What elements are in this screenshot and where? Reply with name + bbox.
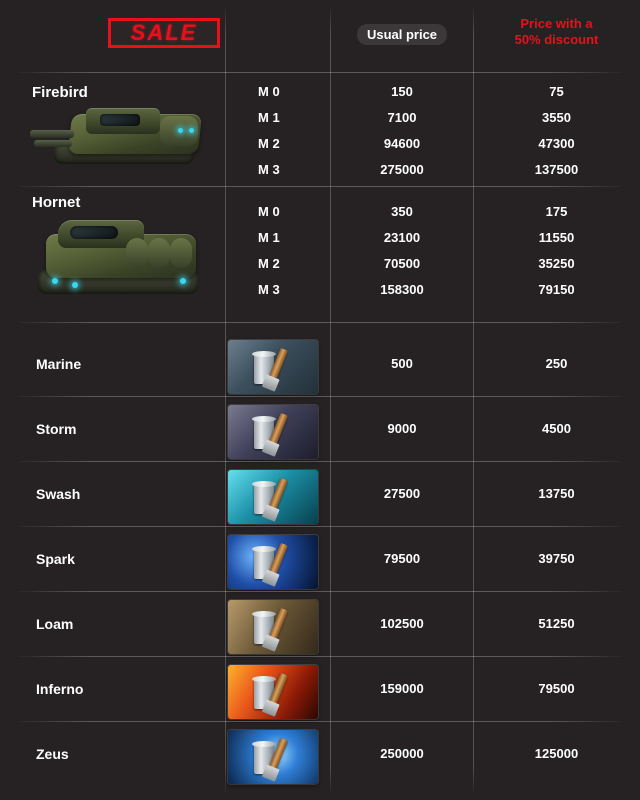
hornet-m2-discount: 35250 <box>538 256 575 271</box>
hornet-m0-usual: 350 <box>391 204 413 219</box>
hornet-m2-usual: 70500 <box>383 256 421 271</box>
firebird-m0-label: M 0 <box>258 84 280 99</box>
row-divider-inferno <box>18 721 622 722</box>
firebird-m2-discount: 47300 <box>538 136 575 151</box>
hornet-m3-usual: 158300 <box>380 282 424 297</box>
paint-discount-marine: 250 <box>545 356 568 371</box>
header-usual-price <box>332 24 472 45</box>
sale-label: SALE <box>130 20 198 45</box>
paint-name-spark: Spark <box>36 551 75 567</box>
paint-usual-storm: 9000 <box>387 421 417 436</box>
paint-swatch-storm <box>228 405 318 459</box>
paint-usual-loam: 102500 <box>380 616 424 631</box>
hornet-m1-discount: 11550 <box>538 230 575 245</box>
firebird-tank-image <box>28 98 206 176</box>
paint-swatch-loam <box>228 600 318 654</box>
paint-usual-inferno: 159000 <box>380 681 424 696</box>
firebird-m1-discount: 3550 <box>542 110 571 125</box>
hornet-m2-label: M 2 <box>258 256 280 271</box>
paint-usual-spark: 79500 <box>383 551 421 566</box>
turret-name-firebird: Firebird <box>32 84 88 101</box>
hornet-m0-discount: 175 <box>545 204 568 219</box>
paint-discount-swash: 13750 <box>538 486 575 501</box>
column-divider-2 <box>330 4 331 796</box>
paint-usual-marine: 500 <box>391 356 413 371</box>
firebird-m1-label: M 1 <box>258 110 280 125</box>
header-usual-price-label: Usual price <box>357 24 447 45</box>
row-divider-spark <box>18 591 622 592</box>
row-divider-swash <box>18 526 622 527</box>
firebird-m0-usual: 150 <box>391 84 413 99</box>
paint-name-marine: Marine <box>36 356 82 372</box>
header-discount-line1: Price with a <box>520 16 593 31</box>
hornet-m3-discount: 79150 <box>538 282 575 297</box>
hornet-m1-usual: 23100 <box>383 230 421 245</box>
hornet-m0-label: M 0 <box>258 204 280 219</box>
paint-swatch-spark <box>228 535 318 589</box>
paint-discount-spark: 39750 <box>538 551 575 566</box>
paint-name-swash: Swash <box>36 486 81 502</box>
table-header <box>0 0 640 72</box>
paint-discount-storm: 4500 <box>542 421 571 436</box>
row-divider-loam <box>18 656 622 657</box>
firebird-m2-usual: 94600 <box>383 136 421 151</box>
paint-discount-zeus: 125000 <box>534 746 579 761</box>
header-discount-price <box>475 16 638 48</box>
row-divider-marine <box>18 396 622 397</box>
hornet-m1-label: M 1 <box>258 230 280 245</box>
paint-name-zeus: Zeus <box>36 746 69 762</box>
column-divider-3 <box>473 4 474 796</box>
firebird-m1-usual: 7100 <box>387 110 417 125</box>
row-divider-storm <box>18 461 622 462</box>
paint-swatch-swash <box>228 470 318 524</box>
firebird-m0-discount: 75 <box>549 84 564 99</box>
paint-discount-loam: 51250 <box>538 616 575 631</box>
row-divider-header <box>18 72 622 73</box>
paint-name-inferno: Inferno <box>36 681 84 697</box>
paint-swatch-inferno <box>228 665 318 719</box>
column-divider-1 <box>225 4 226 796</box>
paint-name-loam: Loam <box>36 616 74 632</box>
paint-usual-zeus: 250000 <box>380 746 424 761</box>
paint-name-storm: Storm <box>36 421 77 437</box>
paint-swatch-marine <box>228 340 318 394</box>
paint-usual-swash: 27500 <box>383 486 421 501</box>
firebird-m2-label: M 2 <box>258 136 280 151</box>
sale-badge <box>108 18 220 48</box>
hornet-tank-image <box>30 208 210 314</box>
row-divider-hornet <box>18 322 622 323</box>
firebird-m3-label: M 3 <box>258 162 280 177</box>
row-divider-firebird <box>18 186 622 187</box>
header-discount-line2: 50% discount <box>514 32 599 47</box>
firebird-m3-usual: 275000 <box>380 162 424 177</box>
paint-swatch-zeus <box>228 730 318 784</box>
turret-name-hornet: Hornet <box>32 194 81 211</box>
firebird-m3-discount: 137500 <box>534 162 579 177</box>
hornet-m3-label: M 3 <box>258 282 280 297</box>
paint-discount-inferno: 79500 <box>538 681 575 696</box>
